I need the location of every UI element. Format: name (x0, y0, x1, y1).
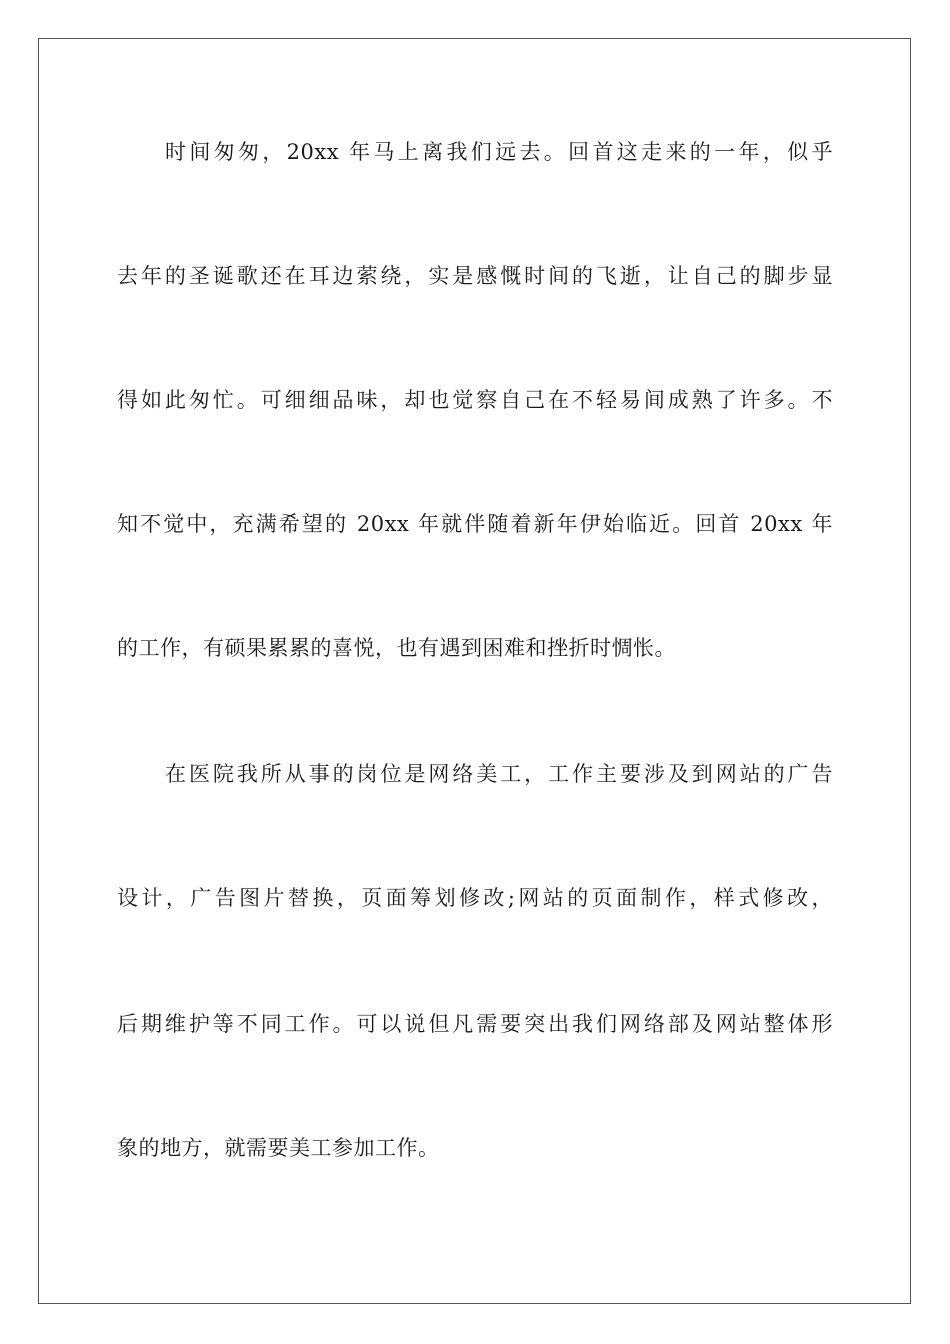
text-line: 得如此匆忙。可细细品味，却也觉察自己在不轻易间成熟了许多。不 (117, 388, 833, 412)
page-frame (38, 38, 911, 1304)
text-line: 设计，广告图片替换，页面筹划修改;网站的页面制作，样式修改， (117, 886, 833, 910)
text-line: 时间匆匆，20xx 年马上离我们远去。回首这走来的一年，似乎 (165, 140, 833, 164)
text-line: 知不觉中，充满希望的 20xx 年就伴随着新年伊始临近。回首 20xx 年 (117, 512, 833, 536)
text-line: 在医院我所从事的岗位是网络美工，工作主要涉及到网站的广告 (165, 762, 833, 786)
text-line: 象的地方，就需要美工参加工作。 (117, 1136, 440, 1160)
text-line: 后期维护等不同工作。可以说但凡需要突出我们网络部及网站整体形 (117, 1012, 833, 1036)
text-line: 的工作，有硕果累累的喜悦，也有遇到困难和挫折时惆怅。 (117, 636, 676, 660)
text-line: 去年的圣诞歌还在耳边萦绕，实是感慨时间的飞逝，让自己的脚步显 (117, 264, 833, 288)
